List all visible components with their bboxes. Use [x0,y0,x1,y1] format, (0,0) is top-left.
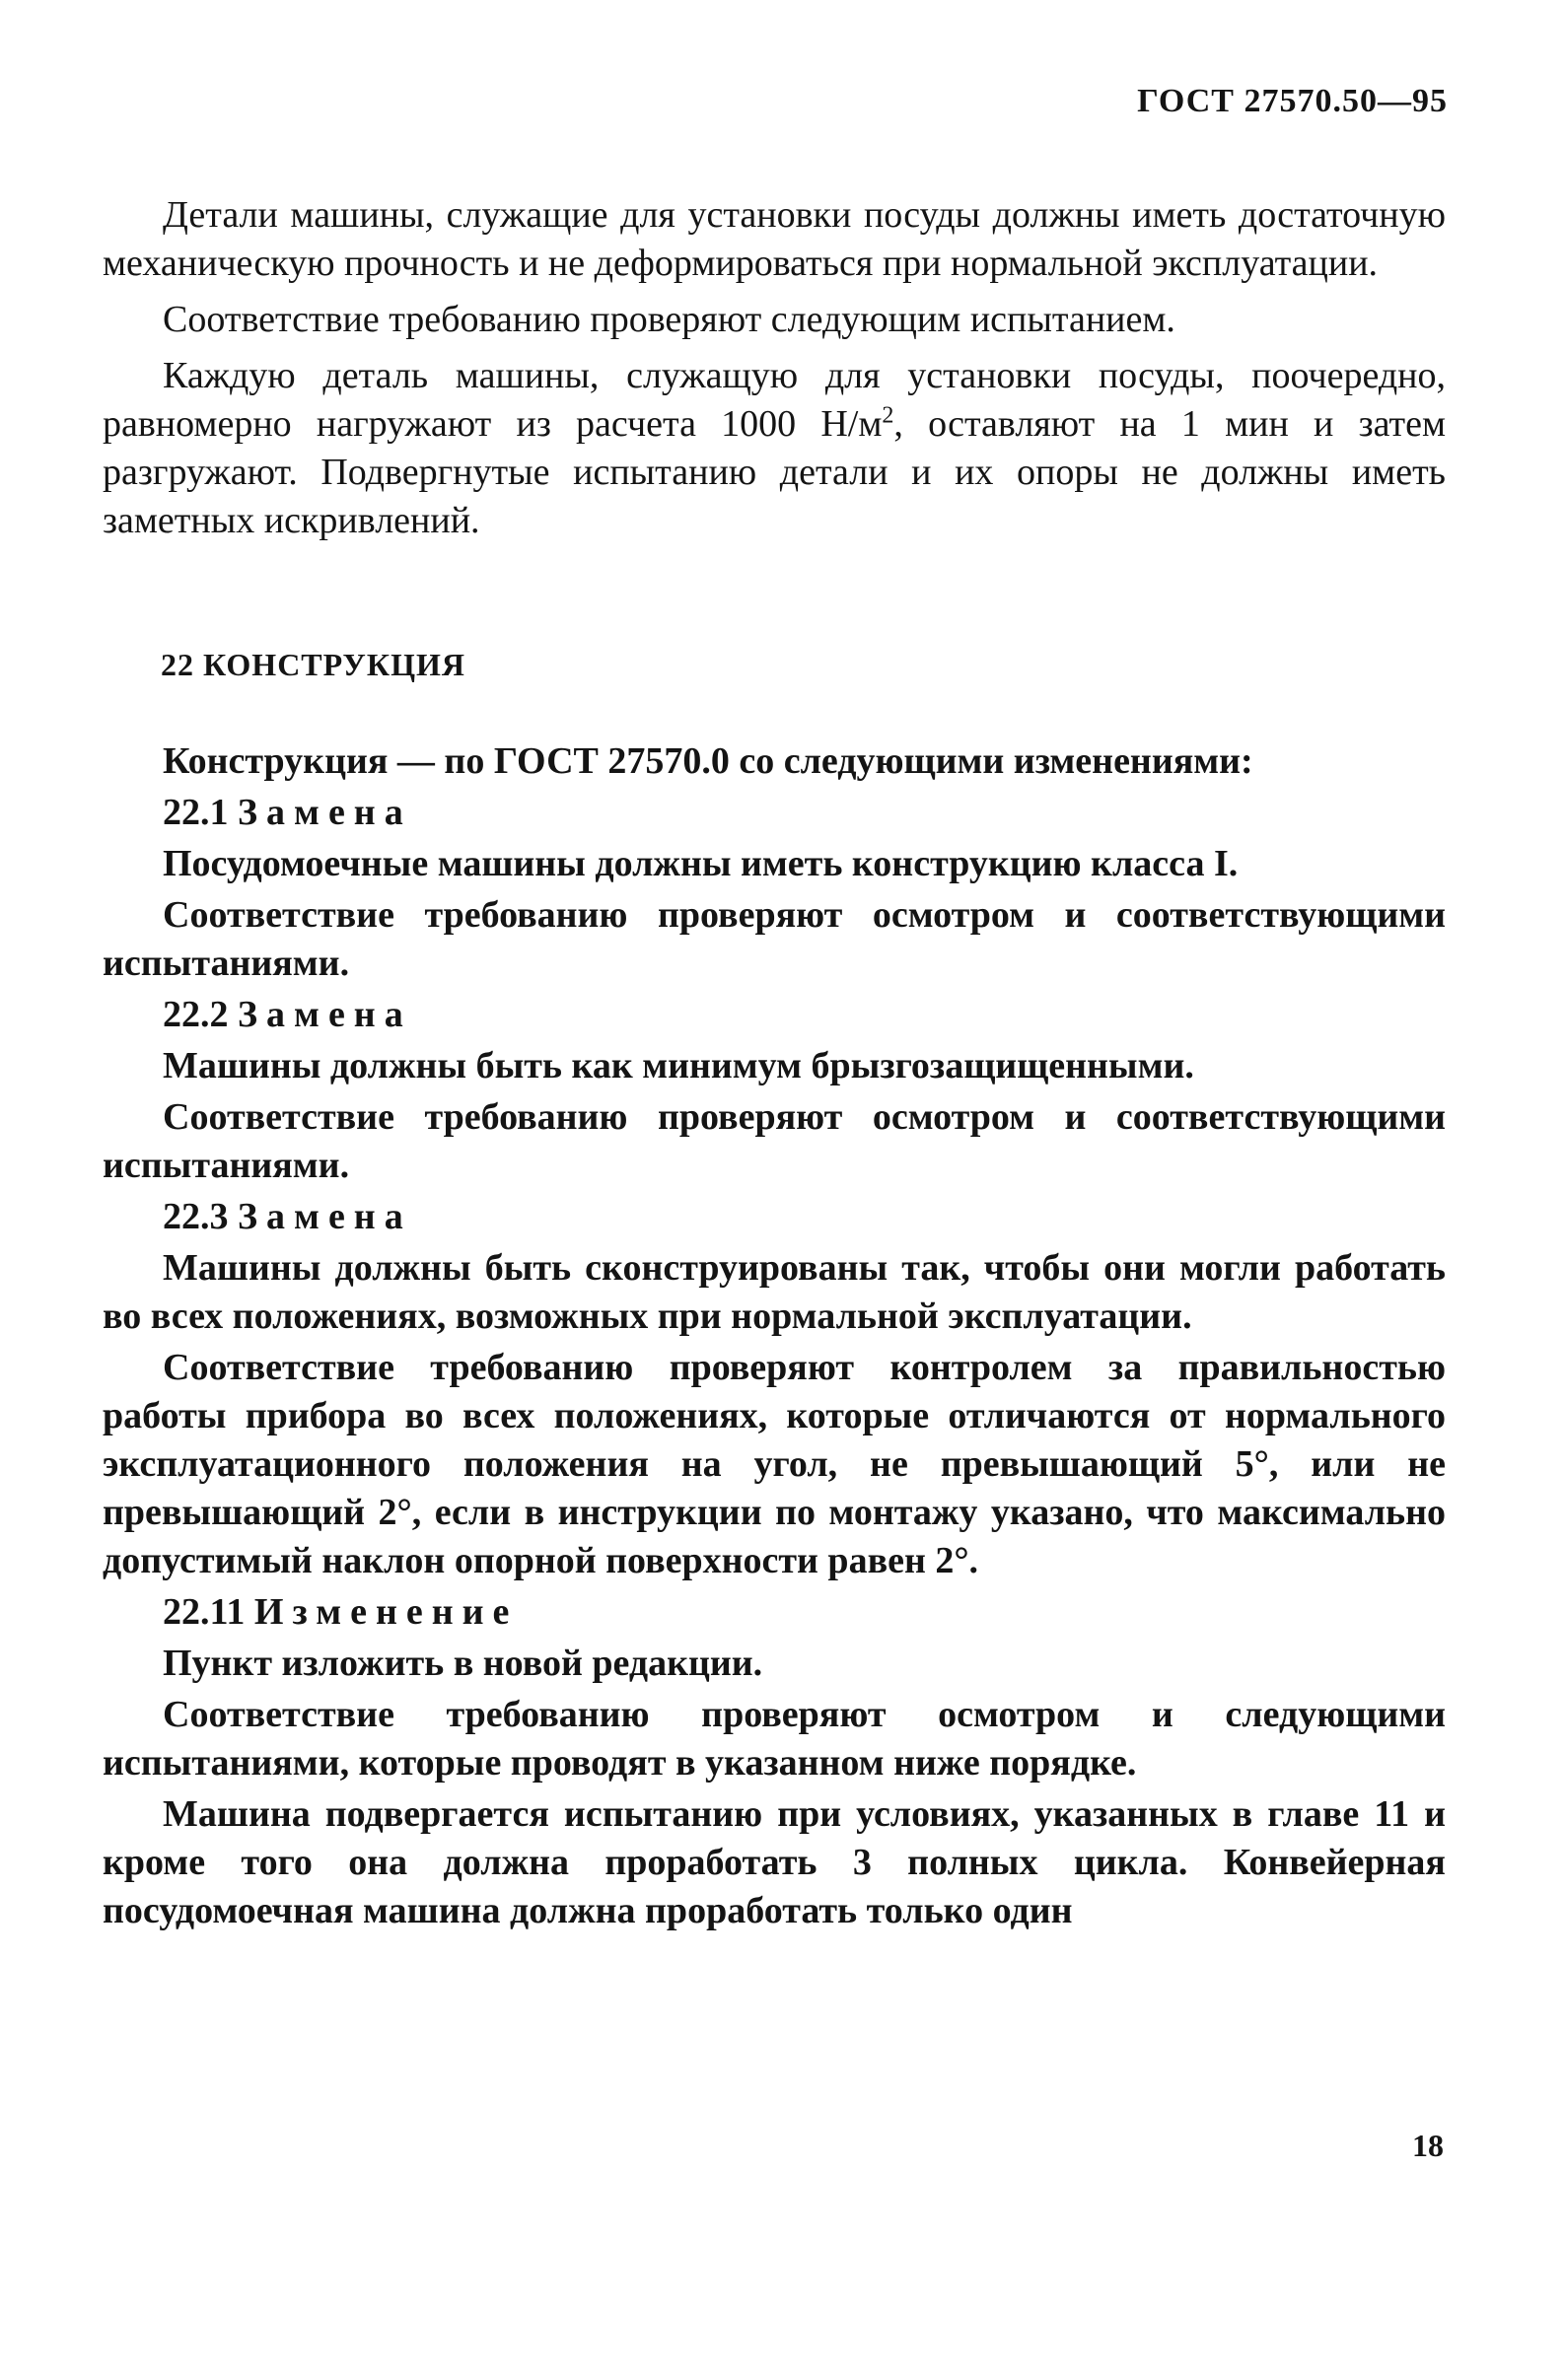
clause-number: 22.3 [163,1196,229,1237]
clause-22-2-heading [103,991,1446,1039]
clause-number: 22.2 [163,994,229,1035]
paragraph-load-test [103,352,1446,545]
paragraph-splash-proof: Машины должны быть как минимум брызгозащищенными. [163,1045,1194,1086]
load-test-text-end: , оставляют на 1 мин и затем разгружают. Подвергнутые испытанию детали и их опоры не должны иметь заметных искривлений. [103,403,1446,541]
clause-number: 22.11 [163,1591,246,1633]
clause-22-3-heading [103,1193,1446,1241]
clause-22-11-heading [103,1588,1446,1637]
paragraph-compliance-test: Соответствие требованию проверяют следующим испытанием. [163,299,1175,340]
paragraph-test-order: Соответствие требованию проверяют осмотром и следующими испытаниями, которые проводят в указанном ниже порядке. [103,1694,1446,1784]
section-heading: 22 КОНСТРУКЦИЯ [161,647,465,682]
paragraph-class-requirement: Посудомоечные машины должны иметь конструкцию класса I. [163,843,1239,884]
paragraph-construction-intro: Конструкция — по ГОСТ 27570.0 со следующими изменениями: [163,740,1253,782]
clause-22-1-heading [103,789,1446,837]
paragraph-compliance-inspection: Соответствие требованию проверяют осмотром и соответствующими испытаниями. [103,894,1446,984]
clause-label: Замена [238,792,412,833]
paragraph-test-conditions: Машина подвергается испытанию при условиях, указанных в главе 11 и кроме того она должна проработать 3 полных цикла. Конвейерная посудомоечная машина должна проработать только один [103,1793,1446,1931]
document-number-header: ГОСТ 27570.50—95 [1137,83,1448,119]
clause-label: Изменение [253,1591,519,1633]
paragraph-all-positions: Машины должны быть сконструированы так, чтобы они могли работать во всех положениях, возможных при нормальной эксплуатации. [103,1247,1446,1337]
page-number: 18 [1412,2128,1444,2163]
clause-label: Замена [238,994,412,1035]
clause-number: 22.1 [163,792,229,833]
load-test-text-start: Каждую деталь машины, служащую для установки посуды, поочередно, равномерно нагружают из расчета 1000 Н/м [103,355,1446,445]
paragraph-tilt-compliance: Соответствие требованию проверяют контролем за правильностью работы прибора во всех положениях, которые отличаются от нормального эксплуатационного положения на угол, не превышающий 5°, или не превышающий 2°, если в инструкции по монтажу указано, что максимально допустимый наклон опорной поверхности равен 2°. [103,1347,1446,1581]
clause-label: Замена [238,1196,412,1237]
paragraph-new-edition: Пункт изложить в новой редакции. [163,1643,763,1684]
requirements-text-block [103,191,1446,545]
construction-text-block [103,737,1446,1935]
paragraph-compliance-inspection: Соответствие требованию проверяют осмотром и соответствующими испытаниями. [103,1096,1446,1186]
paragraph-strength-requirement: Детали машины, служащие для установки посуды должны иметь достаточную механическую прочность и не деформироваться при нормальной эксплуатации. [103,194,1446,284]
superscript-two: 2 [882,402,894,429]
